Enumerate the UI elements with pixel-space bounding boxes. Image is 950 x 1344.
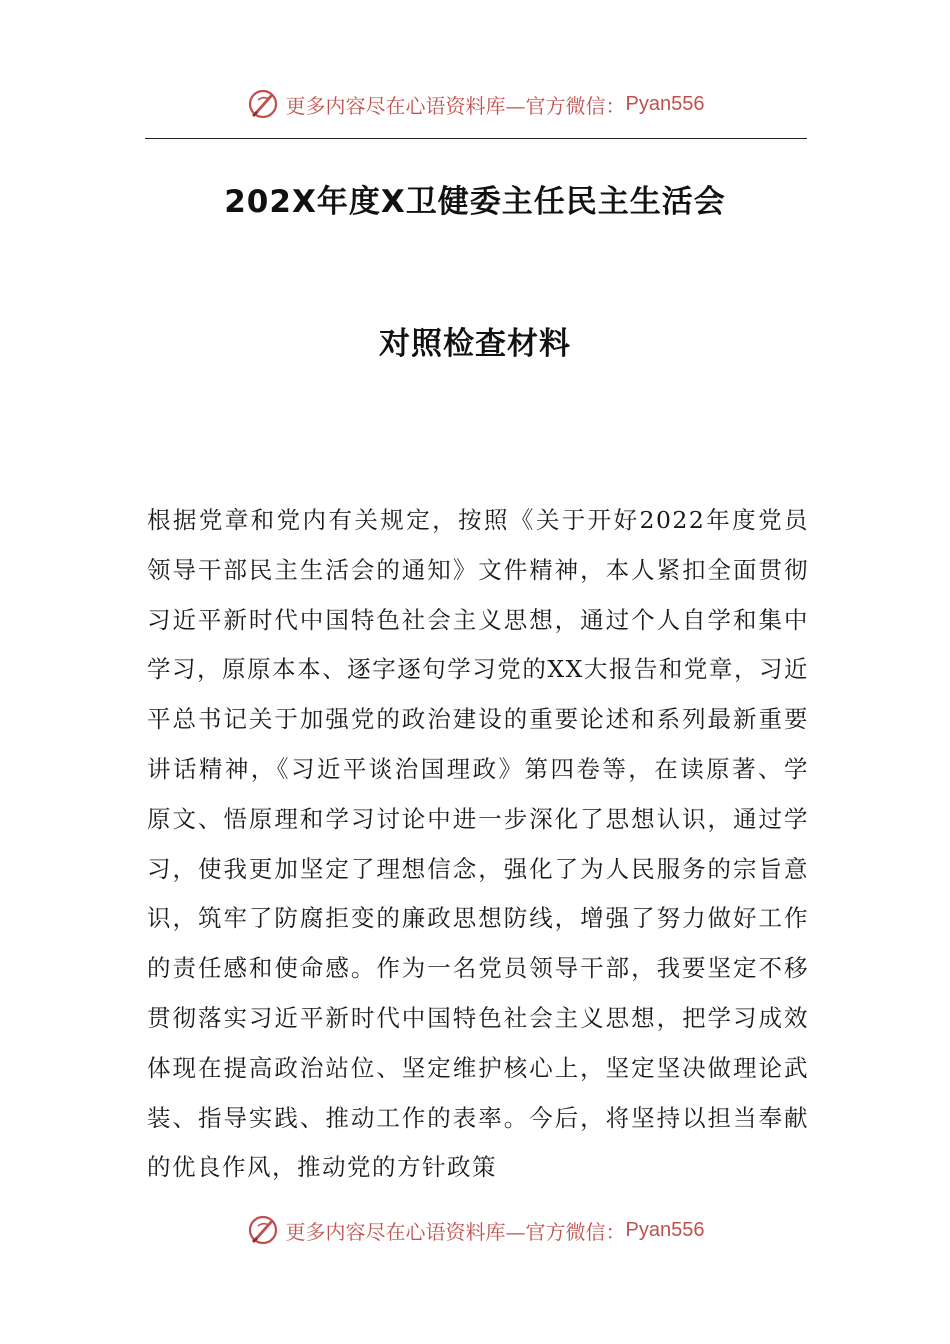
quill-logo-icon (246, 1213, 280, 1247)
header-divider (145, 138, 807, 139)
watermark-text: 更多内容尽在心语资料库—官方微信： (285, 1219, 626, 1244)
quill-logo-icon (246, 87, 280, 121)
document-title: 202X年度X卫健委主任民主生活会 (224, 184, 726, 220)
header-watermark (0, 82, 950, 126)
footer-watermark (0, 1208, 950, 1252)
watermark-wechat-id: Pyan556 (625, 92, 705, 115)
watermark-wechat-id: Pyan556 (625, 1218, 705, 1241)
watermark-text: 更多内容尽在心语资料库—官方微信： (285, 93, 626, 118)
body-paragraph: 根据党章和党内有关规定，按照《关于开好2022年度党员领导干部民主生活会的通知》文件精神，本人紧扣全面贯彻习近平新时代中国特色社会主义思想，通过个人自学和集中学习，原原本本、逐字逐句学习党的XX大报告和党章，习近平总书记关于加强党的政治建设的重要论述和系列最新重要讲话精神，《习近平谈治国理政》第四卷等，在读原著、学原文、悟原理和学习讨论中进一步深化了思想认识，通过学习，使我更加坚定了理想信念，强化了为人民服务的宗旨意识，筑牢了防腐拒变的廉政思想防线，增强了努力做好工作的责任感和使命感。作为一名党员领导干部，我要坚定不移贯彻落实习近平新时代中国特色社会主义思想，把学习成效体现在提高政治站位、坚定维护核心上，坚定坚决做理论武装、指导实践、推动工作的表率。今后，将坚持以担当奉献的优良作风，推动党的方针政策 (147, 506, 809, 1182)
document-subtitle: 对照检查材料 (379, 326, 571, 362)
